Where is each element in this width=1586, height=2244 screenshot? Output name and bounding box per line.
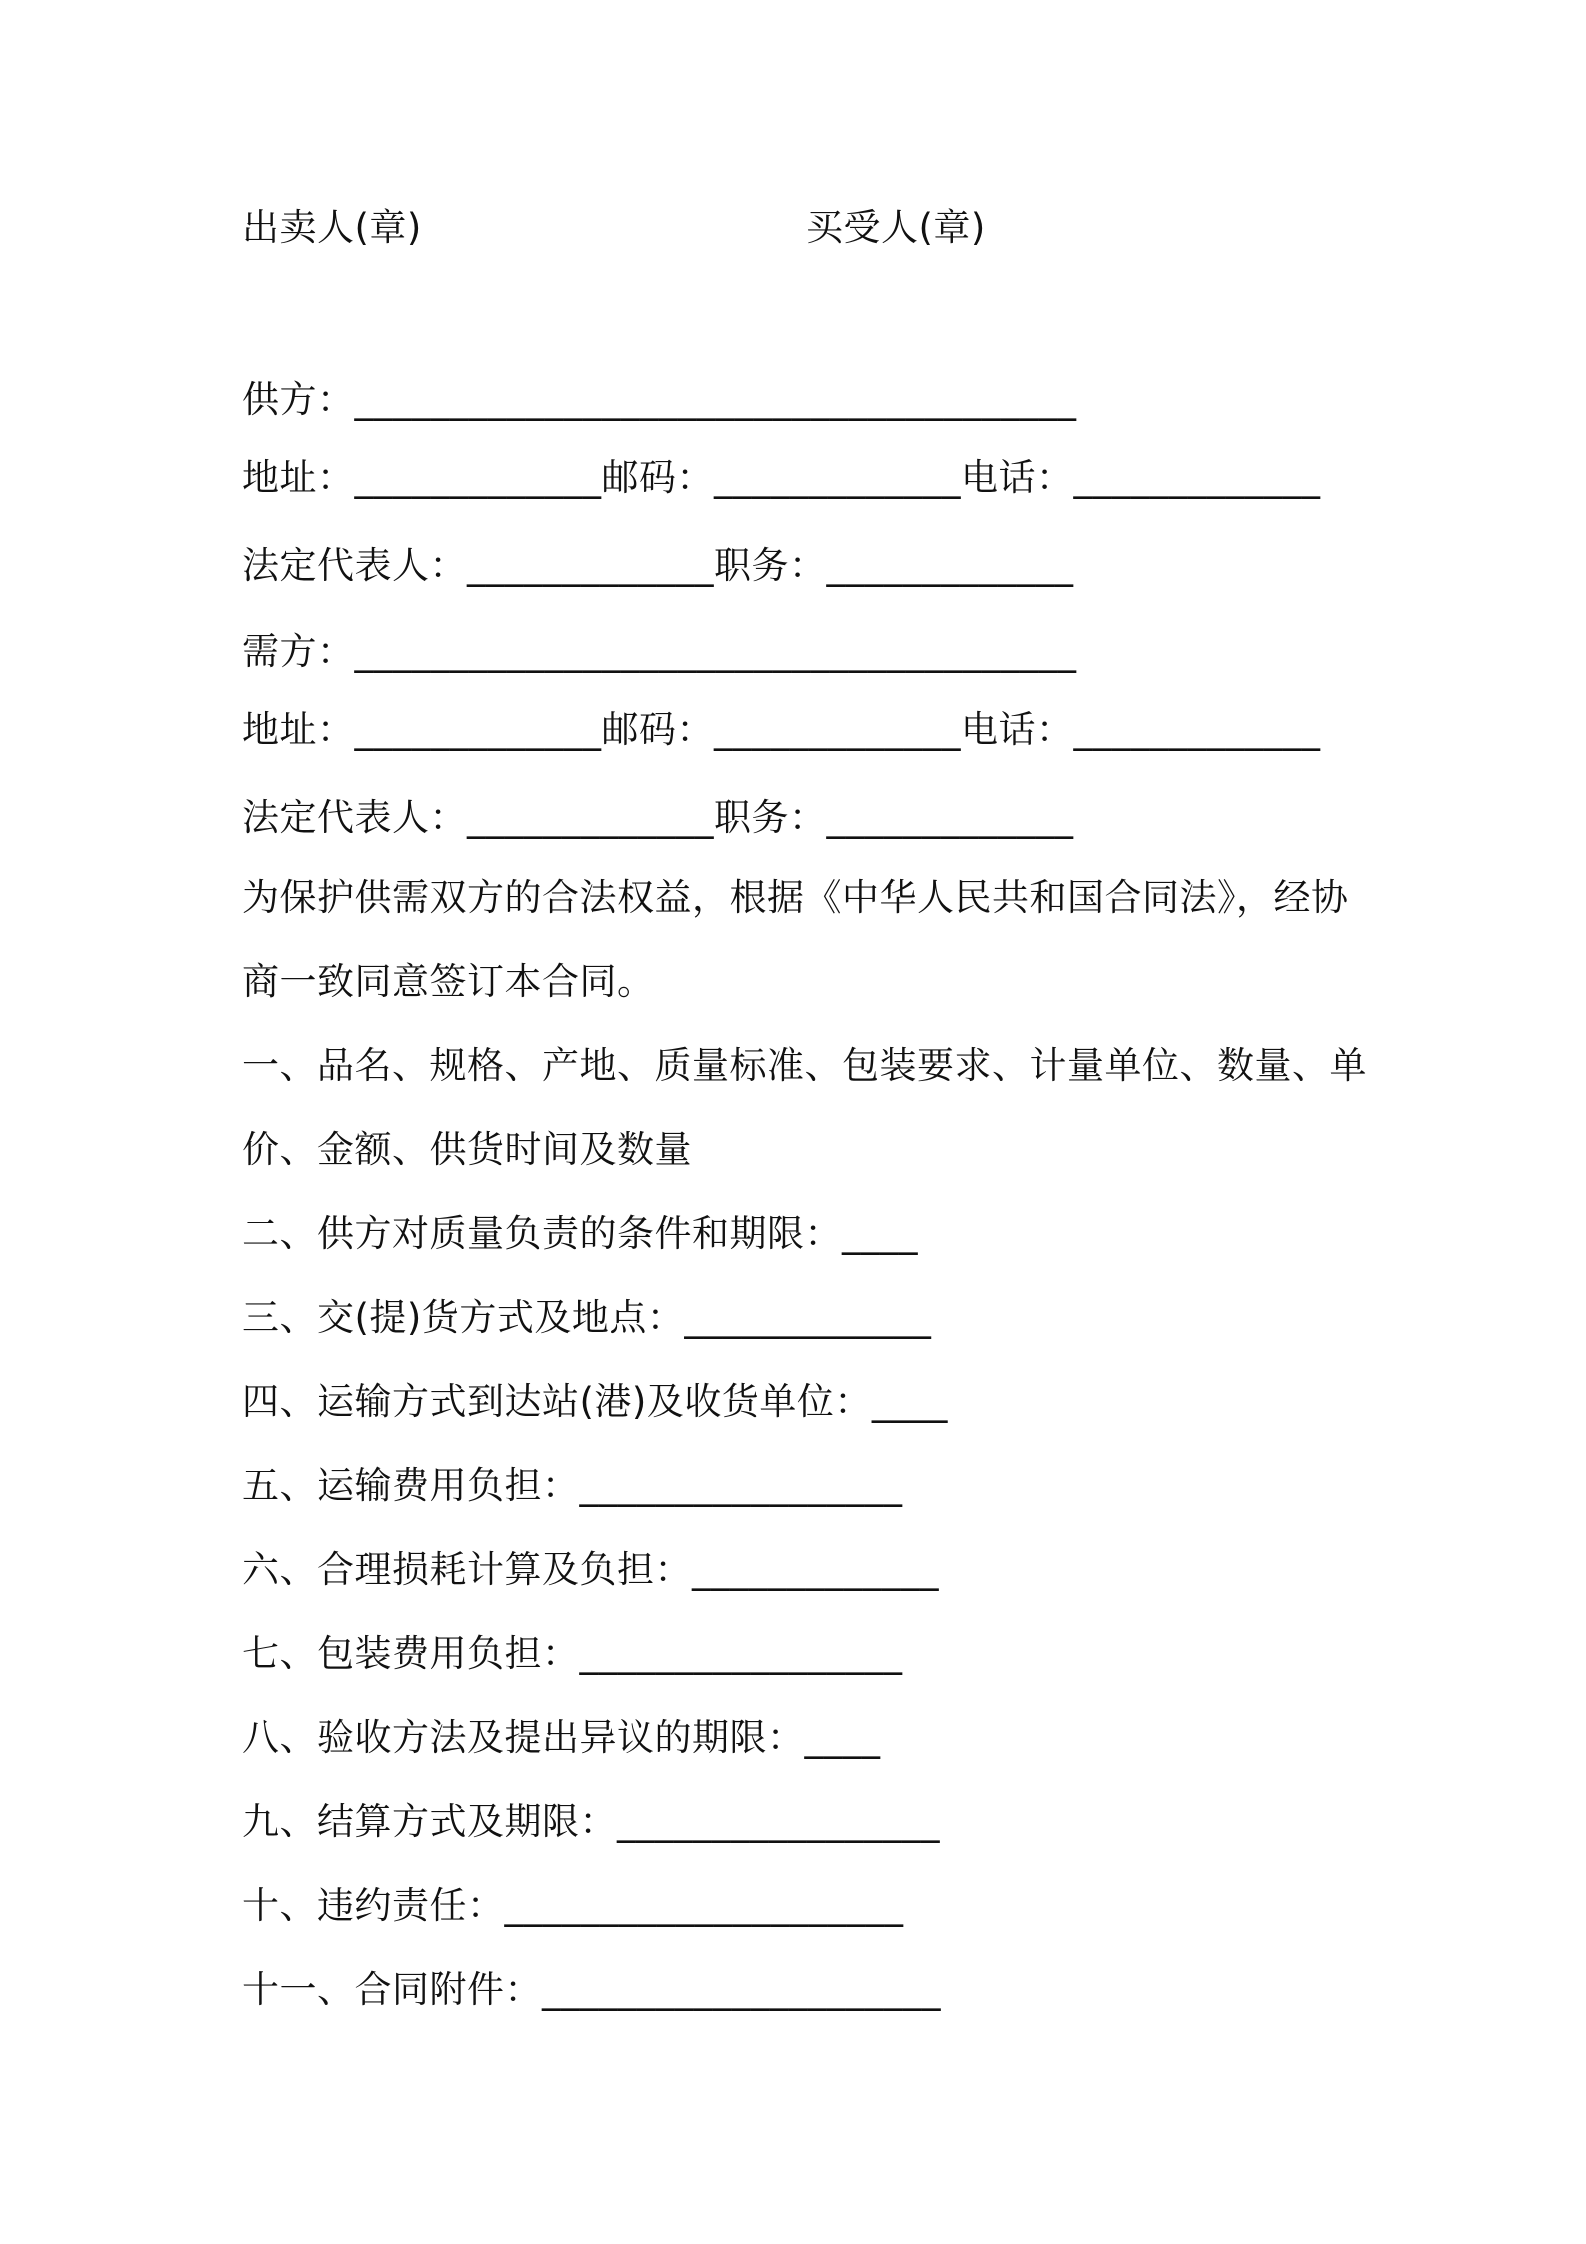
supplier-contact-field: 地址：_____________邮码：_____________电话：_____________ <box>242 456 1321 499</box>
clause-line: 三、交(提)货方式及地点：_____________ <box>242 1296 932 1339</box>
buyer-seal-label: 买受人(章) <box>806 206 986 249</box>
clause-line: 二、供方对质量负责的条件和期限：____ <box>242 1212 918 1255</box>
preamble-line: 为保护供需双方的合法权益，根据《中华人民共和国合同法》，经协 <box>242 876 1349 919</box>
clause-line: 一、品名、规格、产地、质量标准、包装要求、计量单位、数量、单 <box>242 1044 1367 1087</box>
supplier-representative-field: 法定代表人：_____________职务：_____________ <box>242 544 1074 587</box>
clause-line: 十一、合同附件：_____________________ <box>242 1968 941 2011</box>
demander-name-field: 需方：______________________________________ <box>242 630 1077 673</box>
demander-representative-field: 法定代表人：_____________职务：_____________ <box>242 796 1074 839</box>
clause-line: 六、合理损耗计算及负担：_____________ <box>242 1548 939 1591</box>
clause-line: 十、违约责任：_____________________ <box>242 1884 904 1927</box>
supplier-name-field: 供方：______________________________________ <box>242 378 1077 421</box>
seller-seal-label: 出卖人(章) <box>242 206 422 249</box>
preamble-line: 商一致同意签订本合同。 <box>242 960 655 1003</box>
clause-line: 八、验收方法及提出异议的期限：____ <box>242 1716 881 1759</box>
demander-contact-field: 地址：_____________邮码：_____________电话：_____________ <box>242 708 1321 751</box>
clause-line: 九、结算方式及期限：_________________ <box>242 1800 940 1843</box>
clause-line: 四、运输方式到达站(港)及收货单位：____ <box>242 1380 948 1423</box>
clause-line: 七、包装费用负担：_________________ <box>242 1632 903 1675</box>
clause-line: 价、金额、供货时间及数量 <box>242 1128 692 1171</box>
clause-line: 五、运输费用负担：_________________ <box>242 1464 903 1507</box>
